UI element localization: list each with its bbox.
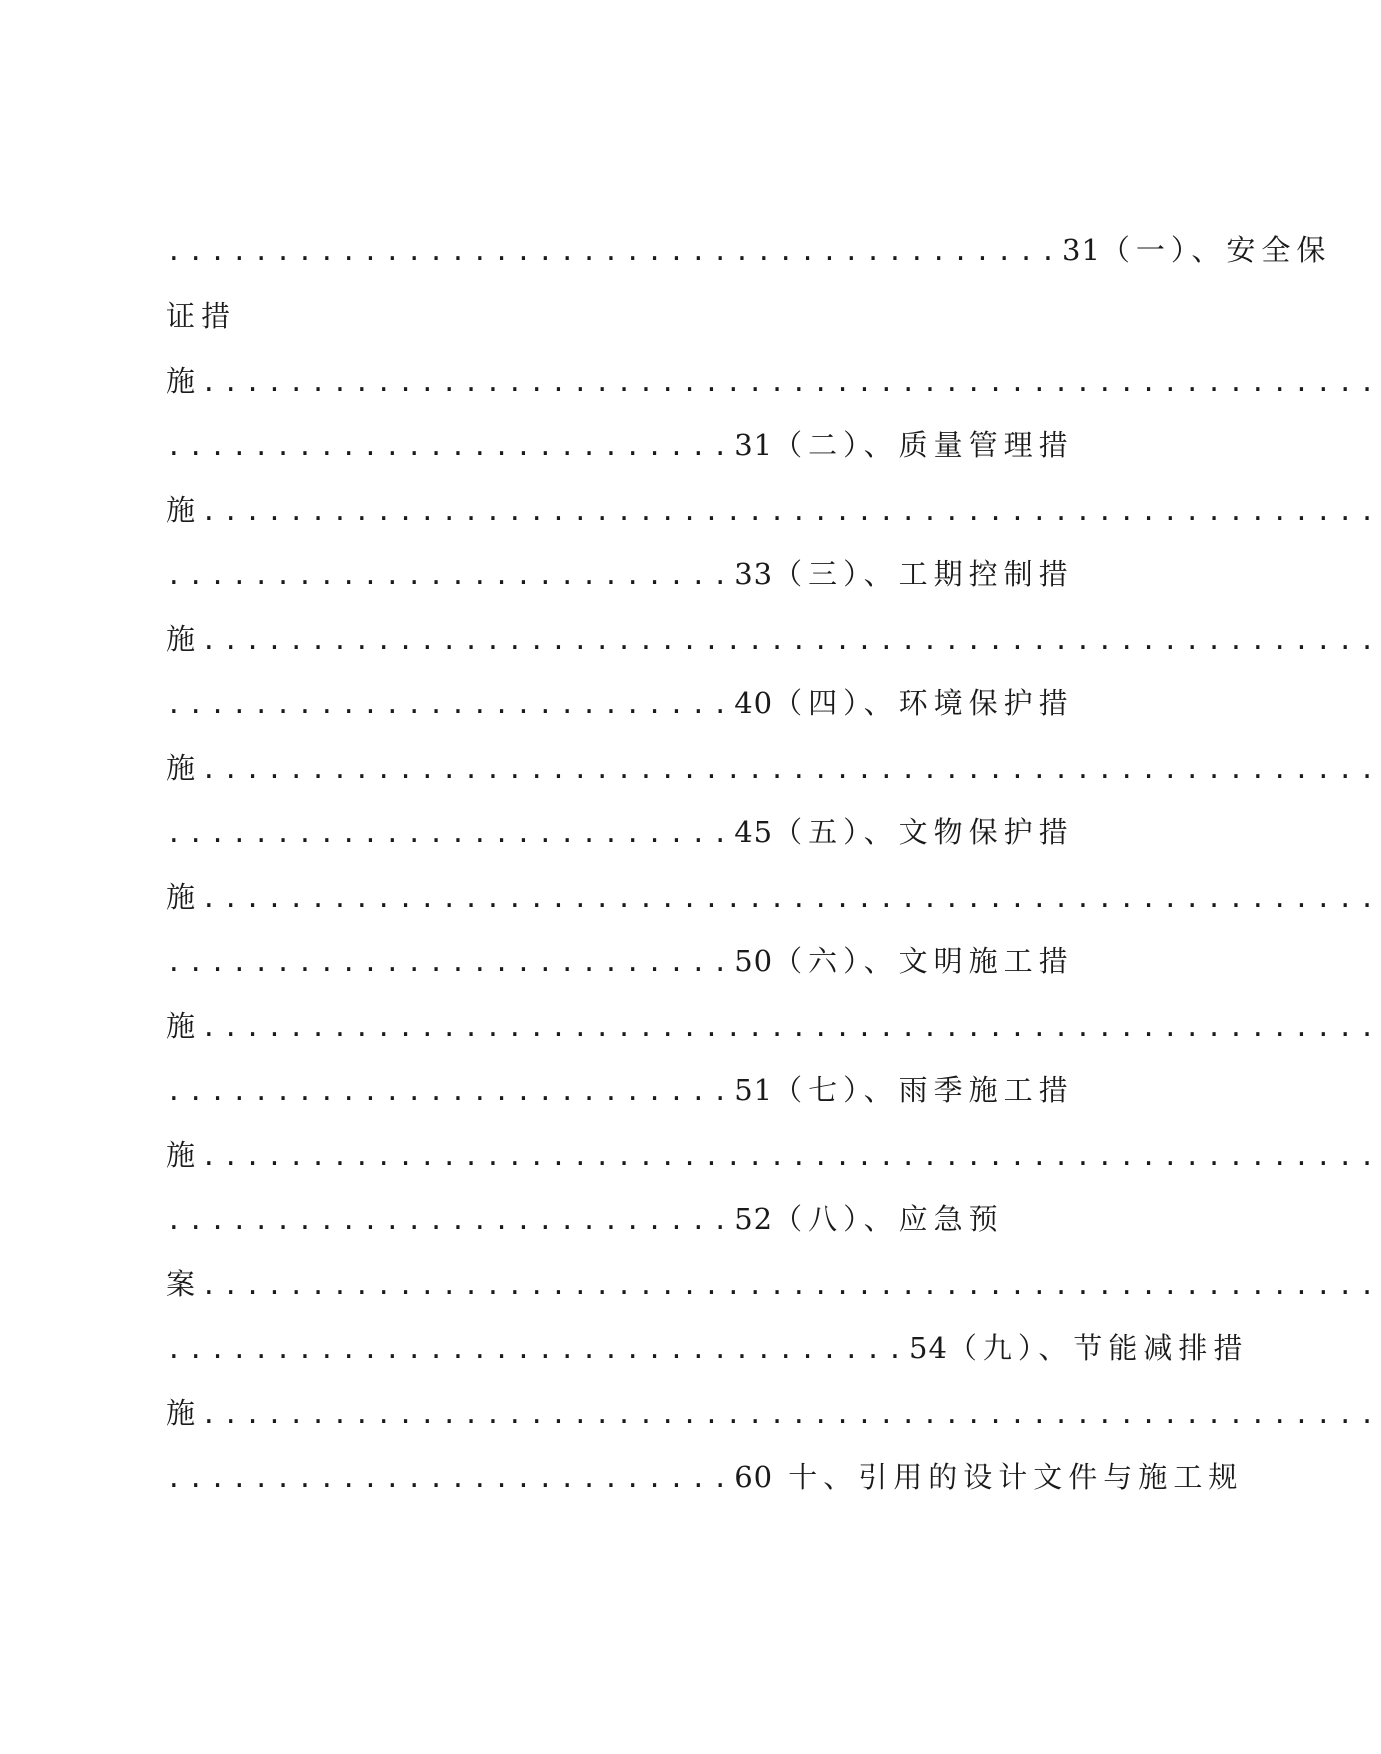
toc-entry[interactable] — [166, 1264, 1381, 1304]
toc-entry-title: （八）、应急预 — [773, 1202, 1004, 1236]
toc-entry[interactable] — [166, 877, 1381, 917]
toc-leader-dots: .......................... — [166, 432, 735, 462]
toc-leader-dots: ...................................................... — [201, 626, 1381, 656]
toc-entry-title: 施 — [166, 751, 202, 785]
toc-leader-dots: ......................................... — [166, 237, 1062, 267]
toc-entry[interactable] — [166, 1328, 1248, 1368]
toc-leader-dots: ...................................................... — [201, 755, 1381, 785]
toc-leader-dots: .......................... — [166, 690, 735, 720]
toc-entry[interactable] — [166, 1070, 1074, 1110]
toc-entry-title: （四）、环境保护措 — [773, 686, 1074, 720]
toc-entry-title: 施 — [166, 1396, 202, 1430]
toc-leader-dots: .......................... — [166, 819, 735, 849]
toc-page-number: 33 — [734, 557, 774, 591]
toc-entry-title: （五）、文物保护措 — [773, 815, 1074, 849]
toc-entry[interactable] — [166, 361, 1381, 401]
toc-entry-title: （六）、文明施工措 — [773, 944, 1074, 978]
toc-entry[interactable] — [166, 619, 1381, 659]
toc-entry-title: 证措 — [166, 299, 237, 333]
toc-entry[interactable] — [166, 1199, 1004, 1239]
toc-entry[interactable] — [166, 941, 1074, 981]
toc-entry[interactable] — [166, 425, 1074, 465]
toc-entry-title: （二）、质量管理措 — [773, 428, 1074, 462]
toc-entry-title: 施 — [166, 364, 202, 398]
toc-leader-dots: .......................... — [166, 1464, 735, 1494]
toc-page-number: 60 — [734, 1460, 774, 1494]
toc-leader-dots: ...................................................... — [201, 884, 1381, 914]
toc-entry[interactable] — [166, 1393, 1381, 1433]
toc-entry[interactable] — [166, 230, 1331, 270]
toc-entry-title: 施 — [166, 493, 202, 527]
toc-leader-dots: ...................................................... — [201, 1013, 1381, 1043]
toc-entry-title: 施 — [166, 622, 202, 656]
toc-entry-title: 施 — [166, 1138, 202, 1172]
toc-leader-dots: .......................... — [166, 561, 735, 591]
toc-leader-dots: ...................................................... — [201, 368, 1381, 398]
toc-entry-title: 案 — [166, 1267, 202, 1301]
toc-page-number: 31 — [1062, 233, 1101, 267]
toc-entry[interactable] — [166, 812, 1074, 852]
toc-page-number: 40 — [734, 686, 774, 720]
toc-entry-continuation — [166, 296, 236, 336]
toc-leader-dots: .......................... — [166, 1077, 735, 1107]
toc-entry-title: 十、引用的设计文件与施工规 — [773, 1460, 1244, 1494]
toc-entry-title: （九）、节能减排措 — [947, 1331, 1249, 1365]
toc-page-number: 31 — [734, 428, 774, 462]
toc-leader-dots: ...................................................... — [201, 497, 1381, 527]
toc-page-number: 52 — [734, 1202, 774, 1236]
toc-page-number: 51 — [734, 1073, 774, 1107]
toc-leader-dots: ...................................................... — [201, 1271, 1381, 1301]
toc-leader-dots: ...................................................... — [201, 1400, 1381, 1430]
toc-page-number: 50 — [734, 944, 774, 978]
toc-entry-title: （一）、安全保 — [1100, 233, 1332, 267]
toc-leader-dots: .......................... — [166, 1206, 735, 1236]
toc-leader-dots: ...................................................... — [201, 1142, 1381, 1172]
toc-leader-dots: .......................... — [166, 948, 735, 978]
toc-entry-title: 施 — [166, 1009, 202, 1043]
toc-page-number: 45 — [734, 815, 774, 849]
toc-entry[interactable] — [166, 490, 1381, 530]
toc-entry[interactable] — [166, 748, 1381, 788]
toc-entry-title: （三）、工期控制措 — [773, 557, 1074, 591]
toc-entry[interactable] — [166, 1135, 1381, 1175]
toc-entry[interactable] — [166, 1006, 1381, 1046]
toc-entry-title: 施 — [166, 880, 202, 914]
toc-entry[interactable] — [166, 554, 1074, 594]
toc-entry[interactable] — [166, 1457, 1243, 1497]
toc-leader-dots: .................................. — [166, 1335, 910, 1365]
toc-page-number: 54 — [909, 1331, 948, 1365]
toc-entry[interactable] — [166, 683, 1074, 723]
toc-entry-title: （七）、雨季施工措 — [773, 1073, 1074, 1107]
